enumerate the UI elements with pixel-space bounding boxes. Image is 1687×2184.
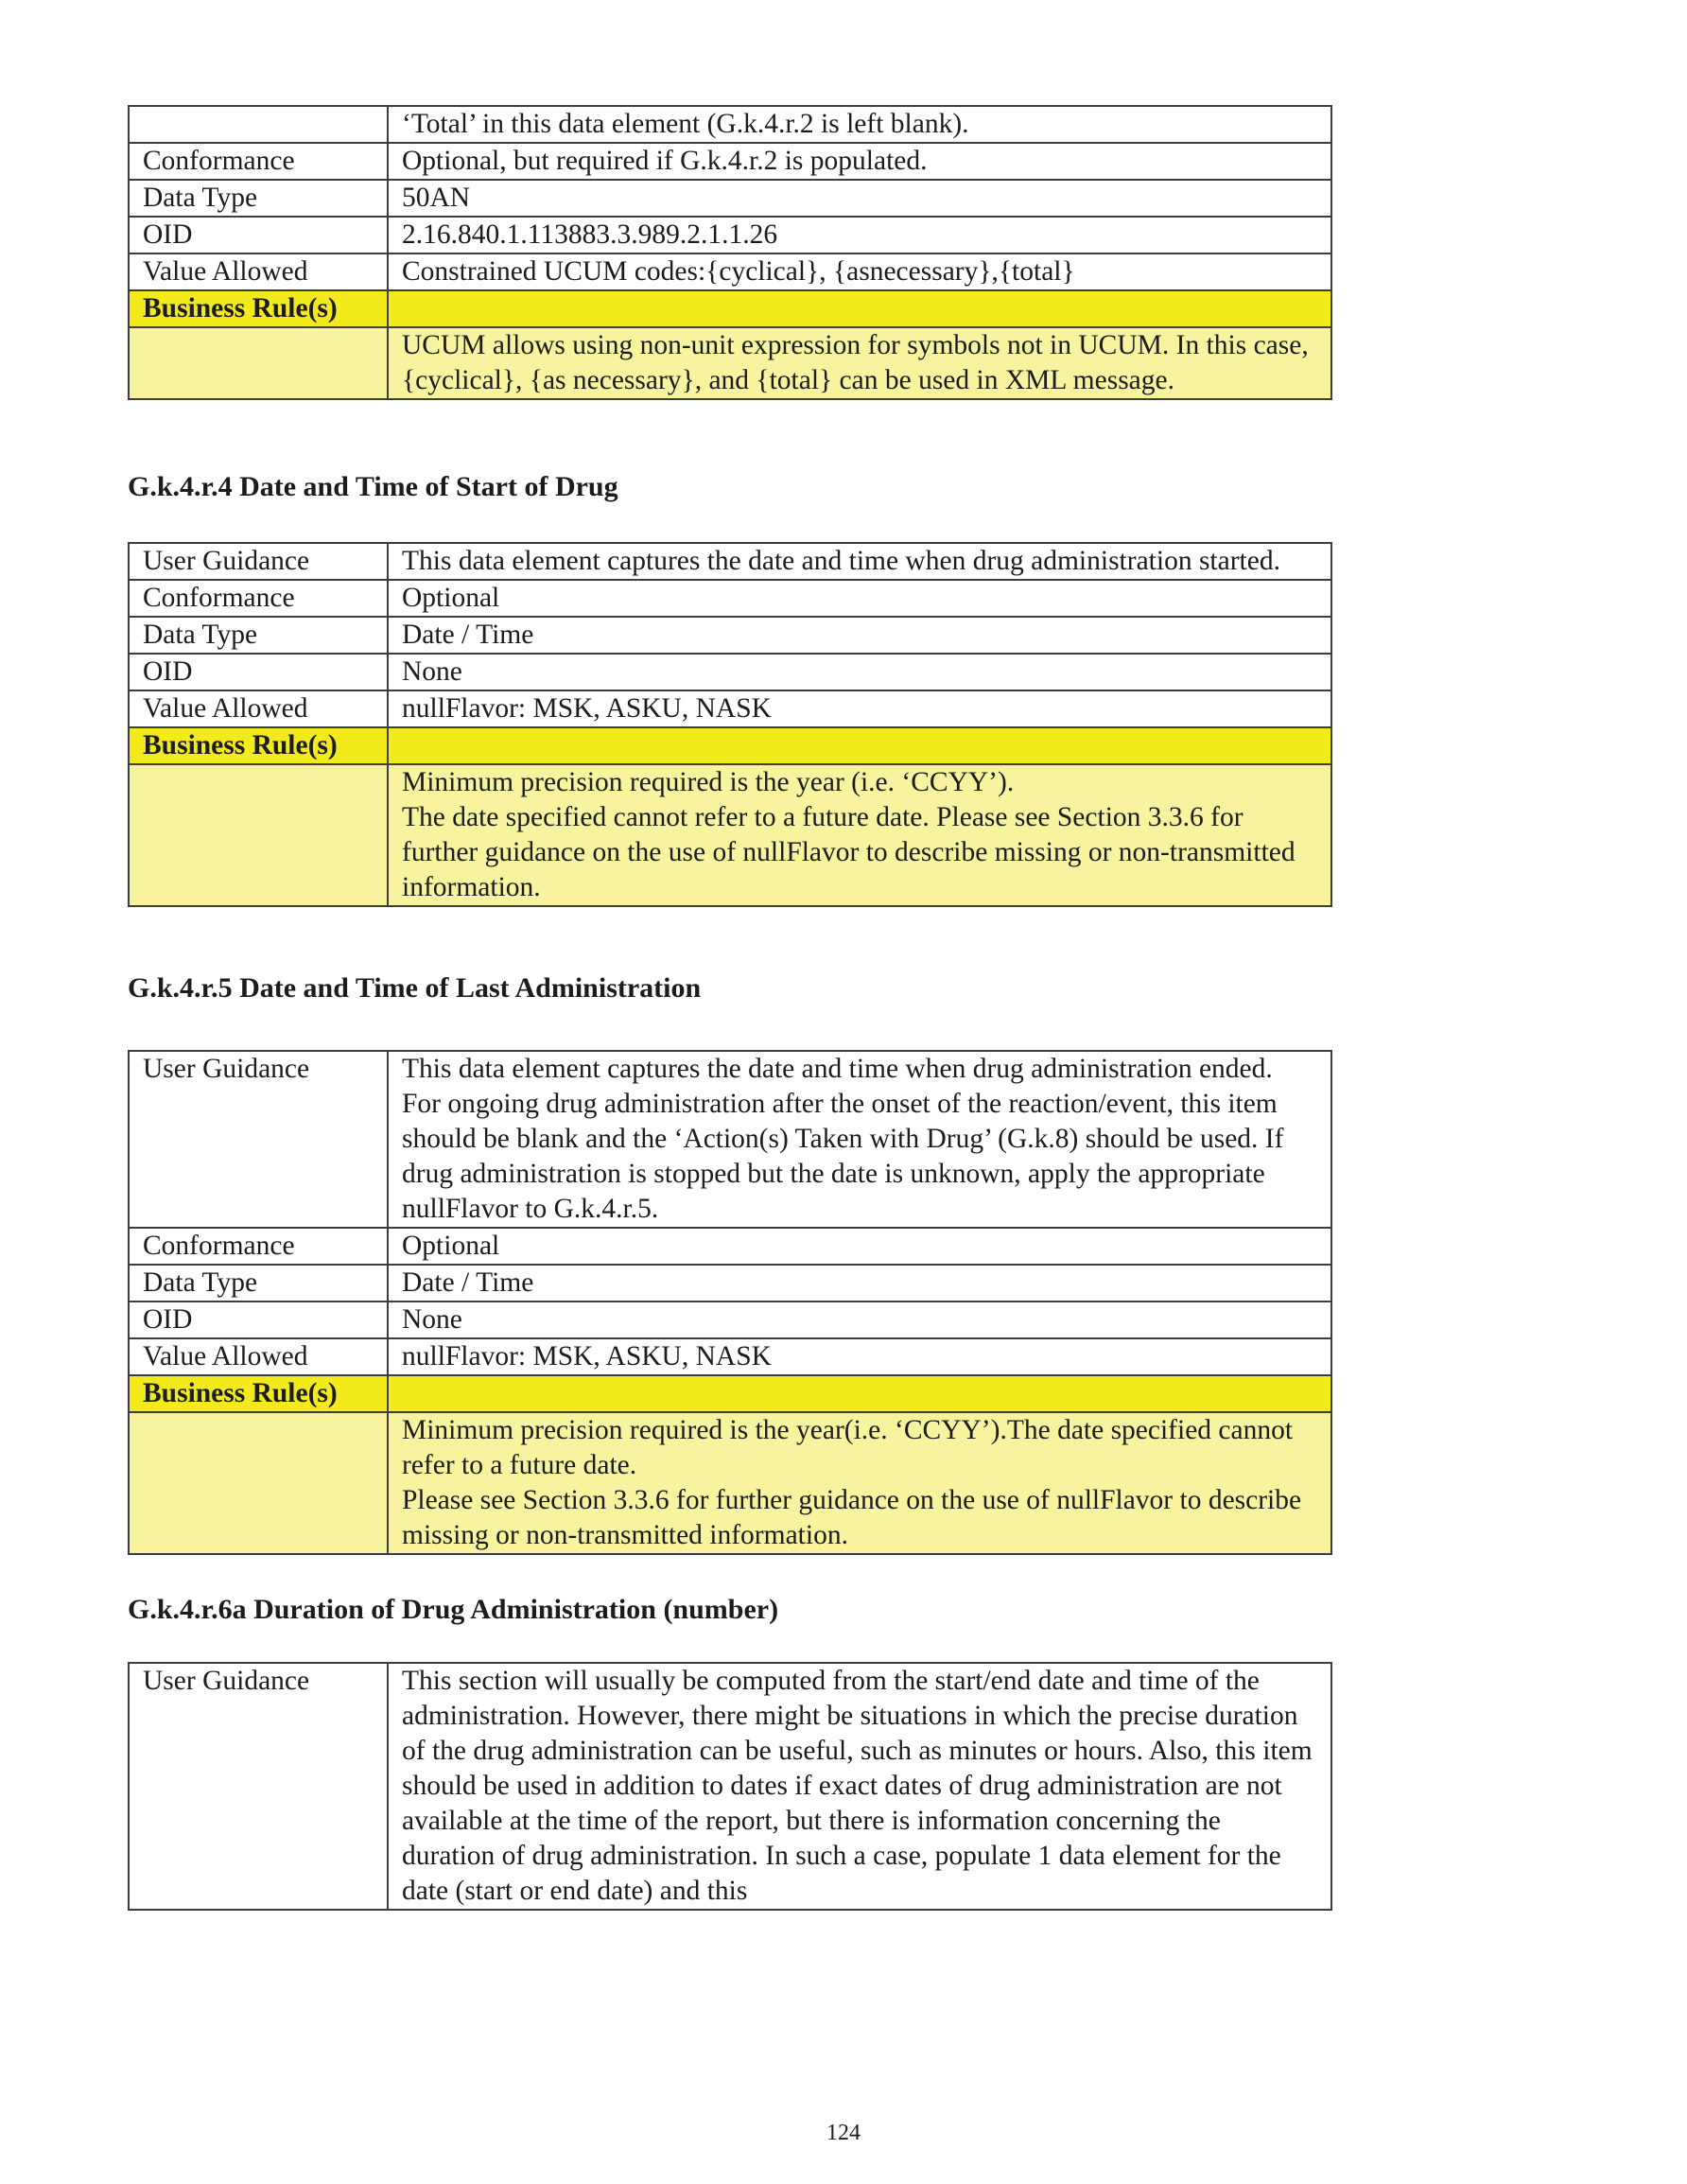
business-rule-label: Business Rule(s) [129,727,388,764]
row-value: None [388,654,1331,690]
table-row [129,1051,1331,1228]
business-rule-header-empty [388,1375,1331,1412]
business-rule-empty-cell [129,1412,388,1554]
table-row [129,617,1331,654]
business-rule-text: Minimum precision required is the year(i.e. ‘CCYY’).The date specified cannot refer to a future date. Please see Section 3.3.6 for further guidance on the use of nullFlavor to describe missing or non-transmitted information. [388,1412,1331,1554]
business-rule-row [129,764,1331,906]
table-row [129,106,1331,143]
business-rule-text: UCUM allows using non-unit expression for symbols not in UCUM. In this case, {cyclical}, {as necessary}, and {total} can be used in XML message. [388,327,1331,399]
spec-table-g-k-4-r-6a [128,1662,1332,1911]
table-row [129,654,1331,690]
row-value: Optional [388,580,1331,617]
row-value: Optional [388,1228,1331,1265]
row-value: This data element captures the date and time when drug administration ended. For ongoing drug administration after the onset of the reaction/event, this item should be blank and the ‘Action(s) Taken with Drug’ (G.k.8) should be used. If drug administration is stopped but the date is unknown, apply the appropriate nullFlavor to G.k.4.r.5. [388,1051,1331,1228]
table-row [129,180,1331,217]
row-label: Value Allowed [129,690,388,727]
row-label: Data Type [129,1265,388,1302]
table-row [129,1302,1331,1338]
row-label: OID [129,654,388,690]
business-rule-label: Business Rule(s) [129,290,388,327]
table-row [129,1663,1331,1910]
row-value: 2.16.840.1.113883.3.989.2.1.1.26 [388,217,1331,253]
row-value: Constrained UCUM codes:{cyclical}, {asnecessary},{total} [388,253,1331,290]
table-row [129,1265,1331,1302]
page-number: 124 [826,2121,861,2145]
table-row [129,143,1331,180]
row-value: Optional, but required if G.k.4.r.2 is populated. [388,143,1331,180]
table-row [129,690,1331,727]
business-rule-header-row [129,290,1331,327]
table-row [129,253,1331,290]
spec-table-g-k-4-r-4 [128,542,1332,907]
table-row [129,580,1331,617]
row-label: Conformance [129,143,388,180]
row-value: Date / Time [388,617,1331,654]
business-rule-header-row [129,1375,1331,1412]
table-row [129,217,1331,253]
row-value: 50AN [388,180,1331,217]
row-value: Date / Time [388,1265,1331,1302]
row-label: User Guidance [129,543,388,580]
section-heading: G.k.4.r.5 Date and Time of Last Administration [128,972,702,1004]
row-value: This section will usually be computed from the start/end date and time of the administration. However, there might be situations in which the precise duration of the drug administration can be useful, such as minutes or hours. Also, this item should be used in addition to dates if exact dates of drug administration are not available at the time of the report, but there is information concerning the duration of drug administration. In such a case, populate 1 data element for the date (start or end date) and this [388,1663,1331,1910]
row-value: ‘Total’ in this data element (G.k.4.r.2 is left blank). [388,106,1331,143]
row-value: nullFlavor: MSK, ASKU, NASK [388,1338,1331,1375]
row-value: This data element captures the date and time when drug administration started. [388,543,1331,580]
business-rule-empty-cell [129,764,388,906]
business-rule-header-row [129,727,1331,764]
table-row [129,543,1331,580]
business-rule-label: Business Rule(s) [129,1375,388,1412]
business-rule-empty-cell [129,327,388,399]
section-heading: G.k.4.r.6a Duration of Drug Administration (number) [128,1594,779,1625]
row-label: Value Allowed [129,253,388,290]
business-rule-header-empty [388,727,1331,764]
table-row [129,1338,1331,1375]
row-label: User Guidance [129,1663,388,1910]
row-label: OID [129,1302,388,1338]
business-rule-header-empty [388,290,1331,327]
row-value: None [388,1302,1331,1338]
row-label: Data Type [129,180,388,217]
spec-table-g-k-4-r-5 [128,1050,1332,1555]
section-heading: G.k.4.r.4 Date and Time of Start of Drug [128,471,618,502]
row-label: Conformance [129,580,388,617]
row-label: Data Type [129,617,388,654]
spec-table-g-k-4-r-3 [128,105,1332,400]
business-rule-row [129,1412,1331,1554]
row-label: Value Allowed [129,1338,388,1375]
row-value: nullFlavor: MSK, ASKU, NASK [388,690,1331,727]
table-row [129,1228,1331,1265]
row-label: Conformance [129,1228,388,1265]
row-label [129,106,388,143]
business-rule-row [129,327,1331,399]
row-label: OID [129,217,388,253]
row-label: User Guidance [129,1051,388,1228]
business-rule-text: Minimum precision required is the year (i.e. ‘CCYY’). The date specified cannot refer to a future date. Please see Section 3.3.6 for further guidance on the use of nullFlavor to describe missing or non-transmitted information. [388,764,1331,906]
